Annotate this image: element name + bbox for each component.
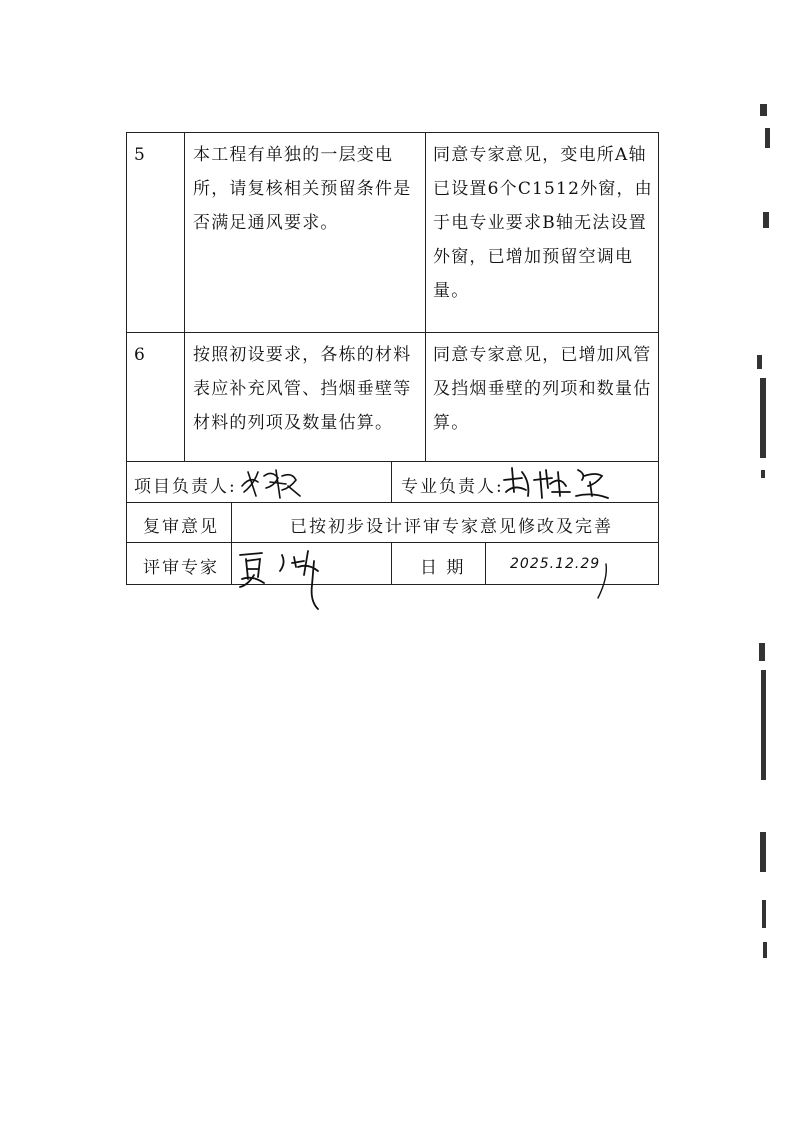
date-label: 日 期 <box>420 558 466 578</box>
project-lead-signature <box>236 462 306 502</box>
expert-label: 评审专家 <box>143 558 219 578</box>
row-number: 5 <box>134 145 147 165</box>
date-handwriting-stroke <box>588 562 618 602</box>
review-label: 复审意见 <box>143 517 219 537</box>
specialty-lead-signature <box>500 462 612 502</box>
review-opinion: 已按初步设计评审专家意见修改及完善 <box>290 517 613 537</box>
row-number: 6 <box>134 345 147 365</box>
response-text: 同意专家意见，已增加风管及挡烟垂壁的列项和数量估算。 <box>433 345 652 433</box>
project-lead-label: 项目负责人: <box>134 477 237 497</box>
expert-signature <box>236 545 336 615</box>
date-value: 2025.12.29 <box>510 556 601 572</box>
expert-comment: 按照初设要求，各栋的材料表应补充风管、挡烟垂壁等材料的列项及数量估算。 <box>193 345 412 433</box>
specialty-lead-label: 专业负责人: <box>401 477 504 497</box>
expert-comment: 本工程有单独的一层变电所，请复核相关预留条件是否满足通风要求。 <box>193 145 412 233</box>
response-text: 同意专家意见，变电所A轴已设置6个C1512外窗，由于电专业要求B轴无法设置外窗，已增加预留空调电量。 <box>433 145 653 301</box>
